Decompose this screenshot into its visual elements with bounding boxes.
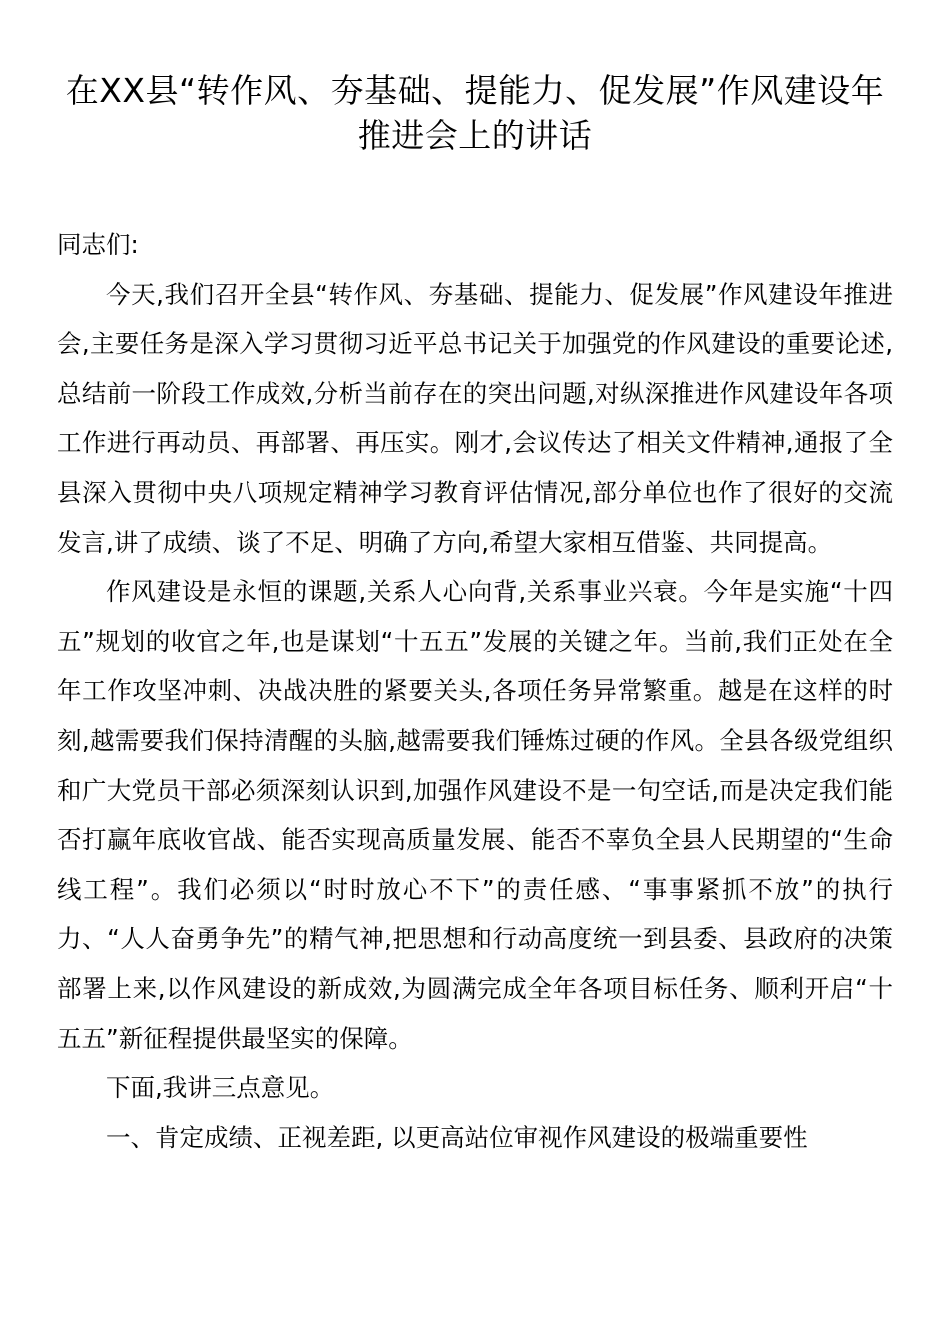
paragraph-importance: 作风建设是永恒的课题,关系人心向背,关系事业兴衰。今年是实施“十四五”规划的收官之年,也是谋划“十五五”发展的关键之年。当前,我们正处在全年工作攻坚冲刺、决战决胜的紧要关头,各项任务异常繁重。越是在这样的时刻,越需要我们保持清醒的头脑,越需要我们锤炼过硬的作风。全县各级党组织和广大党员干部必须深刻认识到,加强作风建设不是一句空话,而是决定我们能否打赢年底收官战、能否实现高质量发展、能否不辜负全县人民期望的“生命线工程”。我们必须以“时时放心不下”的责任感、“事事紧抓不放”的执行力、“人人奋勇争先”的精气神,把思想和行动高度统一到县委、县政府的决策部署上来,以作风建设的新成效,为圆满完成全年各项目标任务、顺利开启“十五五”新征程提供最坚实的保障。 (57, 577, 893, 1053)
section-heading-1: 一、肯定成绩、正视差距, 以更高站位审视作风建设的极端重要性 (106, 1122, 808, 1152)
document-title: 在XX县“转作风、夯基础、提能力、促发展”作风建设年推进会上的讲话 (65, 71, 885, 155)
paragraph-transition: 下面,我讲三点意见。 (106, 1073, 335, 1103)
paragraph-opening: 今天,我们召开全县“转作风、夯基础、提能力、促发展”作风建设年推进会,主要任务是深入学习贯彻习近平总书记关于加强党的作风建设的重要论述,总结前一阶段工作成效,分析当前存在的突出问题,对纵深推进作风建设年各项工作进行再动员、再部署、再压实。刚才,会议传达了相关文件精神,通报了全县深入贯彻中央八项规定精神学习教育评估情况,部分单位也作了很好的交流发言,讲了成绩、谈了不足、明确了方向,希望大家相互借鉴、共同提高。 (57, 279, 893, 557)
salutation: 同志们: (57, 230, 139, 259)
document-page (57, 0, 893, 1162)
document-body (57, 220, 893, 1162)
